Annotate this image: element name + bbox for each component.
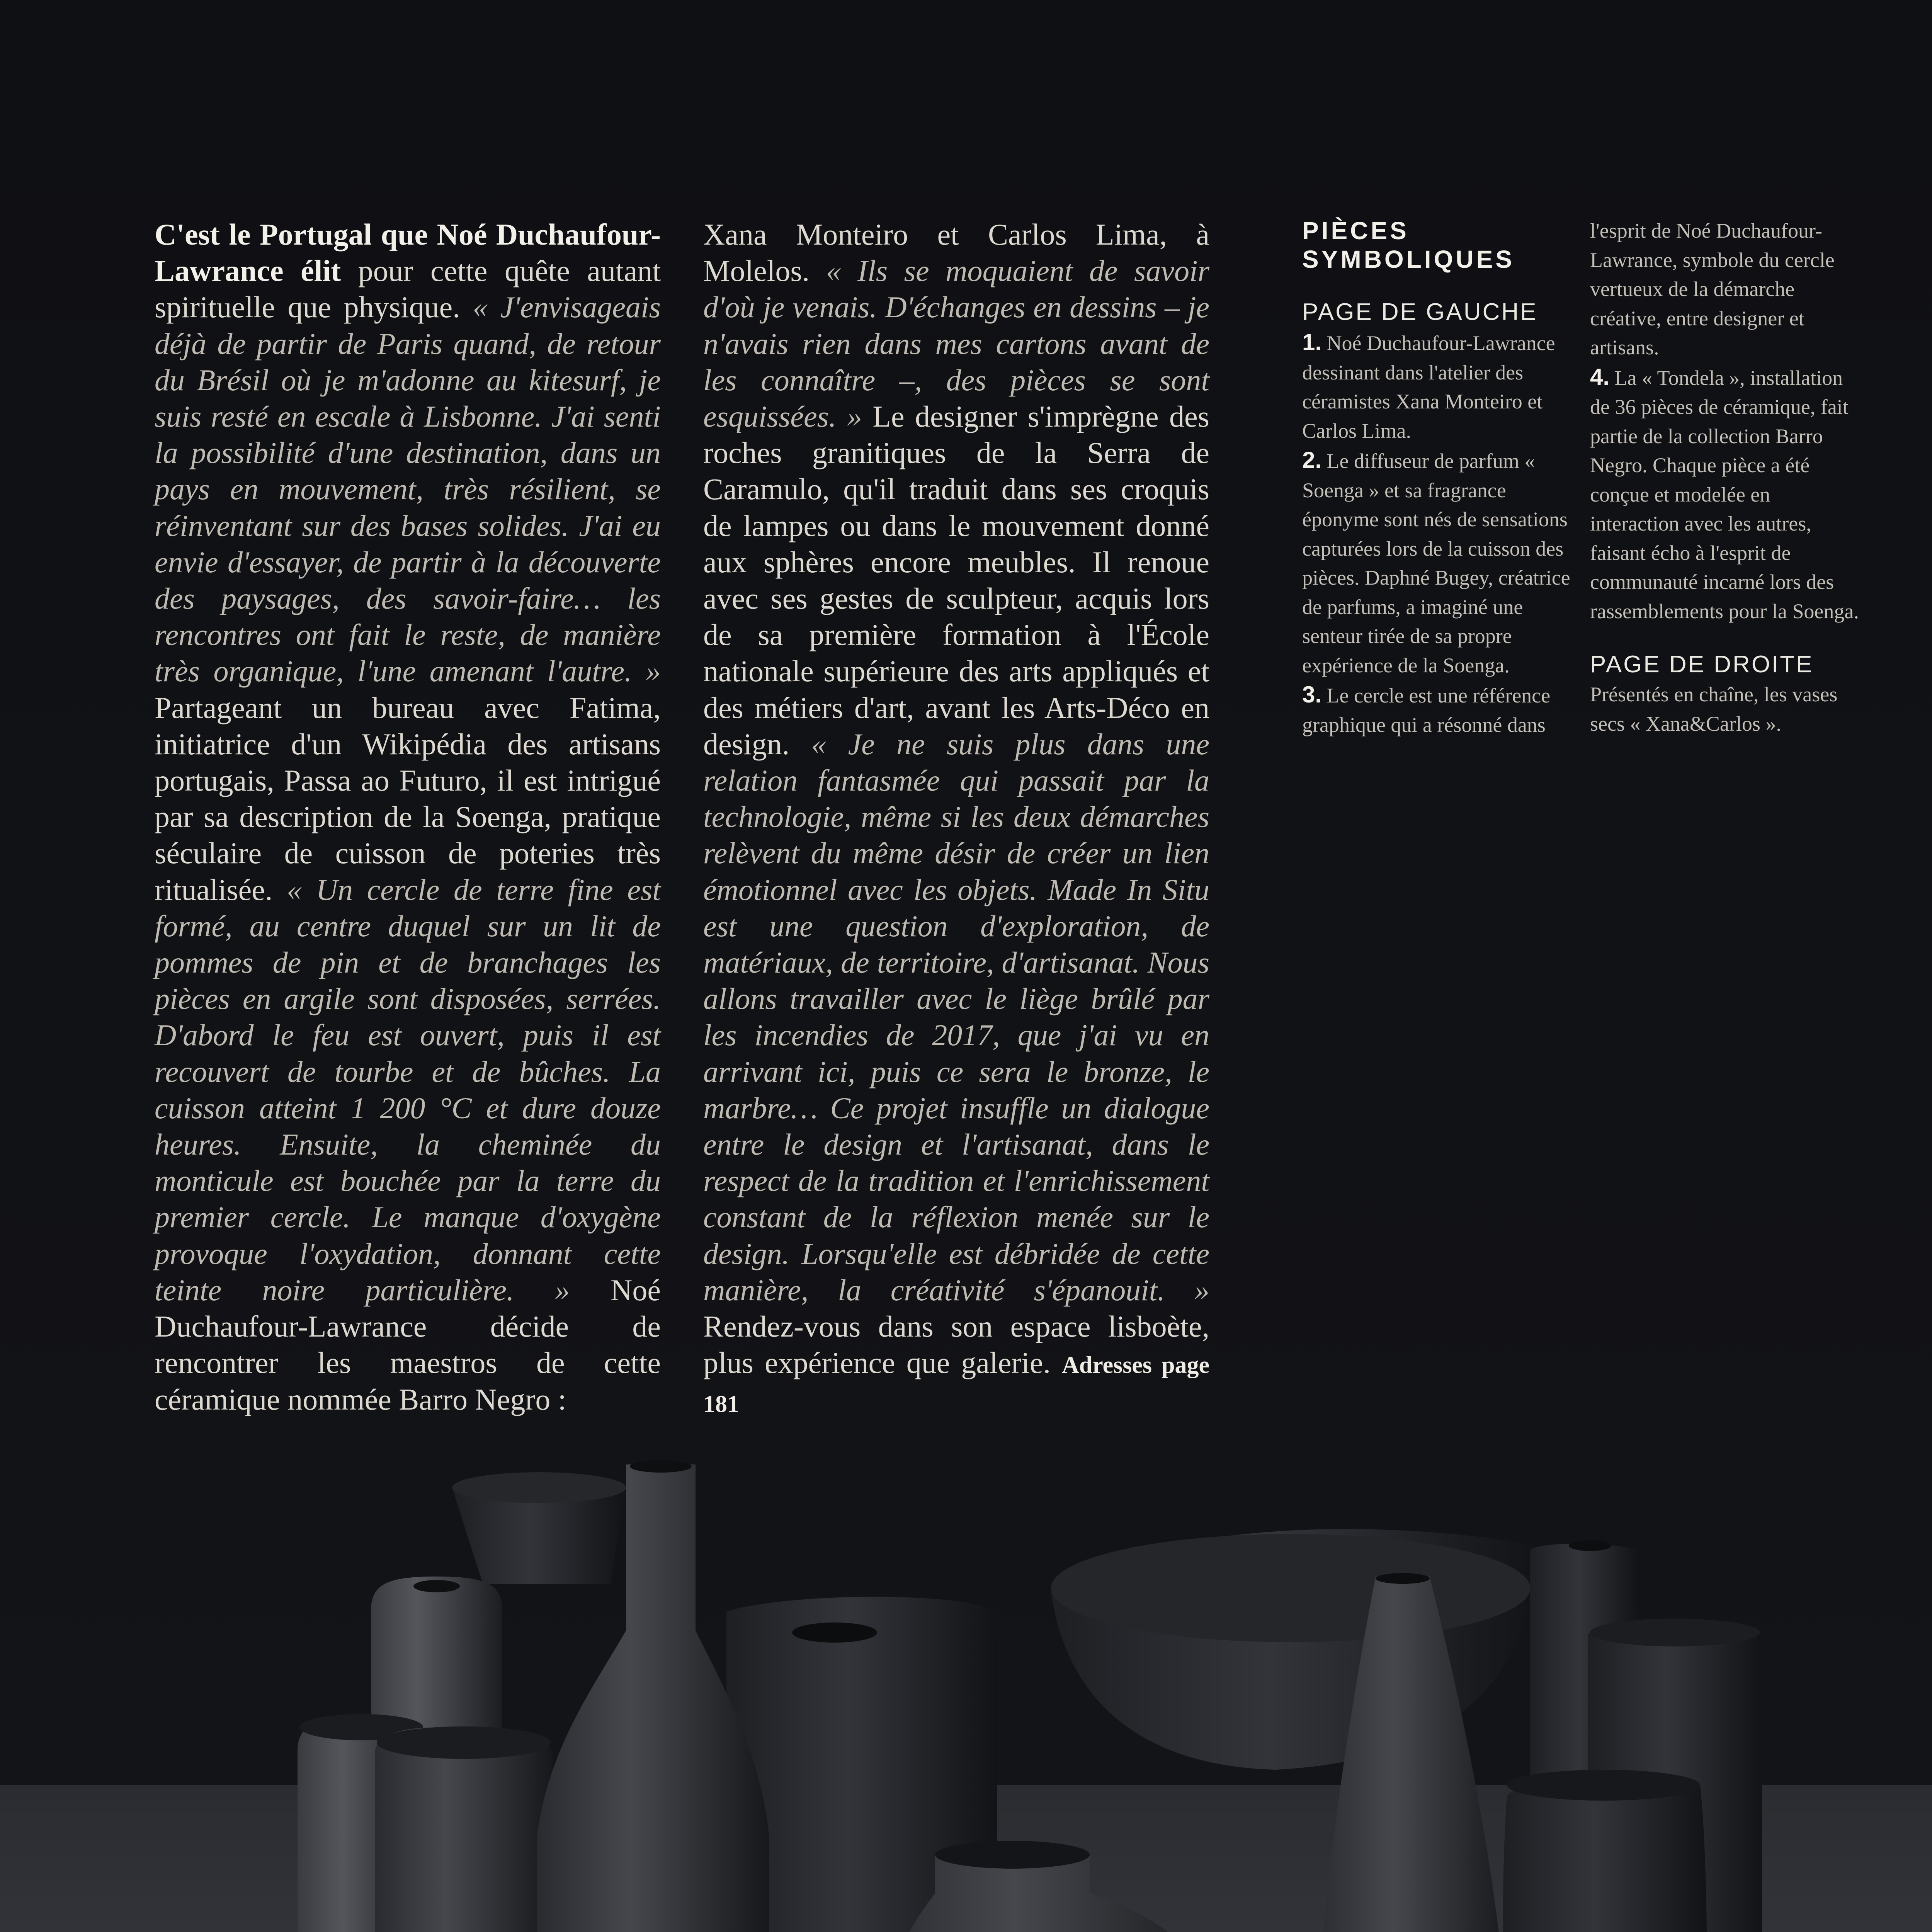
body-text: pour cette quête autant spirituelle que physique.	[155, 254, 661, 324]
body-text: Le designer s'imprègne des roches granitiques de la Serra de Caramulo, qu'il traduit dans ses croquis de lampes ou dans le mouvement donné aux sphères encore meubles. Il renoue avec ses gestes de sculpteur, acquis lors de sa première formation à l'École nationale supérieure des arts appliqués et des métiers d'art, avant les Arts-Déco en design.	[703, 400, 1209, 761]
caption-text: Le diffuseur de parfum « Soenga » et sa fragrance éponyme sont nés de sensations capturées lors de la cuisson des pièces. Daphné Bugey, créatrice de parfums, a imaginé une senteur tirée de sa propre expérience de la Soenga.	[1302, 449, 1570, 677]
quote-text: « Ils se moquaient de savoir d'où je venais. D'échanges en dessins – je n'avais rien dans mes cartons avant de les connaître –, des pièces se sont esquissées. »	[703, 254, 1210, 434]
article-column-2	[703, 216, 1209, 1422]
quote-text: « Un cercle de terre fine est formé, au centre duquel sur un lit de pommes de pin et de branchages les pièces en argile sont disposées, serrées. D'abord le feu est ouvert, puis il est recouvert de tourbe et de bûches. La cuisson atteint 1 200 °C et dure douze heures. Ensuite, la cheminée du monticule est bouchée par la terre du premier cercle. Le manque d'oxygène provoque l'oxydation, donnant cette teinte noire particulière. »	[155, 872, 661, 1307]
caption-text: La « Tondela », installation de 36 pièces de céramique, fait partie de la collection Barro Negro. Chaque pièce a été conçue et modelée en interaction avec les autres, faisant écho à l'esprit de communauté incarné lors des rassemblements pour la Soenga.	[1590, 366, 1859, 623]
body-text: Rendez-vous dans son espace lisboète, plus expérience que galerie.	[703, 1310, 1209, 1380]
caption-text: Noé Duchaufour-Lawrance dessinant dans l'atelier des céramistes Xana Monteiro et Carlos Lima.	[1302, 332, 1555, 442]
caption-number: 4.	[1590, 364, 1610, 390]
caption-1	[1302, 328, 1573, 446]
body-text: Partageant un bureau avec Fatima, initiatrice d'un Wikipédia des artisans portugais, Passa ao Futuro, il est intrigué par sa description de la Soenga, pratique séculaire de cuisson de poteries très ritualisée.	[155, 690, 661, 906]
captions-column-1	[1302, 216, 1573, 740]
article-column-1	[155, 216, 661, 1418]
caption-number: 2.	[1302, 447, 1322, 473]
right-page-heading: PAGE DE DROITE	[1590, 651, 1814, 678]
captions-title: PIÈCES SYMBOLIQUES	[1302, 217, 1515, 273]
body-text: Noé Duchaufour-Lawrance décide de rencontrer les maestros de cette céramique nommée Barro Negro :	[155, 1273, 661, 1416]
caption-3	[1302, 680, 1573, 740]
quote-text: « J'envisageais déjà de partir de Paris quand, de retour du Brésil où je m'adonne au kitesurf, je suis resté en escale à Lisbonne. J'ai senti la possibilité d'une destination, dans un pays en mouvement, très résilient, se réinventant sur des bases solides. J'ai eu envie d'essayer, de partir à la découverte des paysages, des savoir-faire… les rencontres ont fait le reste, de manière très organique, l'une amenant l'autre. »	[155, 290, 661, 688]
caption-3-continued: l'esprit de Noé Duchaufour-Lawrance, symbole du cercle vertueux de la démarche créative, entre designer et artisans.	[1590, 219, 1835, 359]
address-reference: Adresses page 181	[703, 1352, 1209, 1417]
caption-5: Présentés en chaîne, les vases secs « Xana&Carlos ».	[1590, 683, 1838, 735]
captions-column-2	[1590, 216, 1861, 738]
caption-2	[1302, 446, 1573, 680]
left-page-heading: PAGE DE GAUCHE	[1302, 299, 1538, 325]
lead-text: C'est le Portugal que Noé Duchaufour-Lawrance élit	[155, 218, 661, 288]
caption-number: 1.	[1302, 329, 1322, 355]
caption-4	[1590, 362, 1861, 626]
quote-text: « Je ne suis plus dans une relation fantasmée qui passait par la technologie, même si les deux démarches relèvent du même désir de créer un lien émotionnel avec les objets. Made In Situ est une question d'exploration, de matériaux, de territoire, d'artisanat. Nous allons travailler avec le liège brûlé par les incendies de 2017, que j'ai vu en arrivant ici, puis ce sera le bronze, le marbre… Ce projet insuffle un dialogue entre le design et l'artisanat, dans le respect de la tradition et l'enrichissement constant de la réflexion menée sur le design. Lorsqu'elle est débridée de cette manière, la créativité s'épanouit. »	[703, 727, 1209, 1307]
body-text: Xana Monteiro et Carlos Lima, à Molelos.	[703, 218, 1209, 288]
caption-text: Le cercle est une référence graphique qui a résonné dans	[1302, 684, 1551, 736]
caption-number: 3.	[1302, 682, 1322, 707]
